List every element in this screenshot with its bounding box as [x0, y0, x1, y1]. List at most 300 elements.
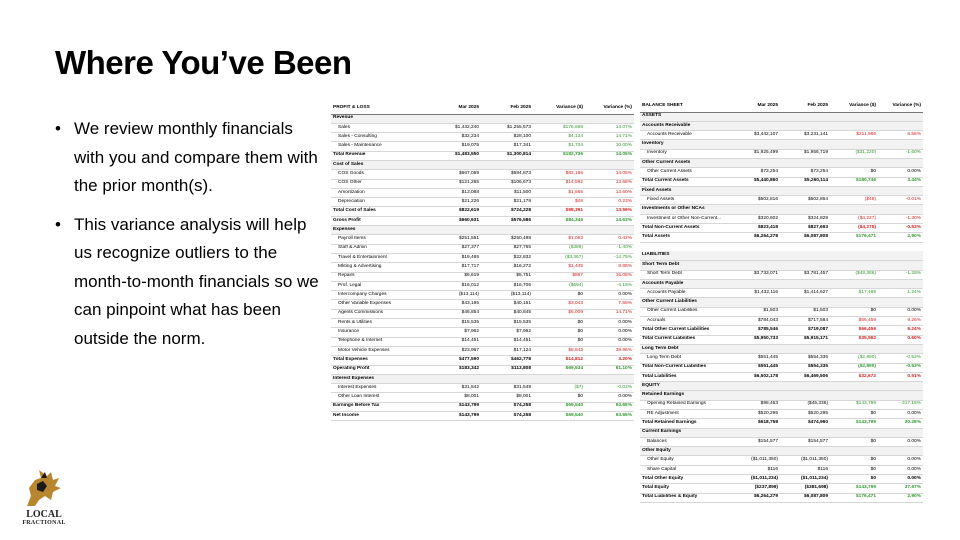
total-row	[331, 151, 634, 160]
variance-cell: 10.00%	[585, 142, 634, 151]
total-row	[640, 335, 923, 344]
amount-cell: $98,463	[730, 400, 780, 409]
variance-cell	[830, 298, 878, 307]
amount-cell	[730, 428, 780, 437]
row-label: Interest Expenses	[331, 384, 429, 393]
row-label: Total Other Equity	[640, 475, 730, 484]
amount-cell	[780, 186, 830, 195]
table-row	[640, 354, 923, 363]
variance-cell: $0	[533, 319, 585, 328]
row-label: Interest Expenses	[331, 374, 429, 383]
row-label: Total Retained Earnings	[640, 419, 730, 428]
variance-cell: $0	[533, 393, 585, 402]
section-row	[331, 114, 634, 123]
variance-cell: 93.65%	[585, 412, 634, 421]
variance-cell: $176,668	[533, 123, 585, 132]
amount-cell: $31,549	[481, 384, 533, 393]
variance-cell	[878, 344, 923, 353]
amount-cell: $520,295	[730, 410, 780, 419]
amount-cell: $1,414,627	[780, 289, 830, 298]
column-header: Variance ($)	[533, 103, 585, 114]
amount-cell: $3,781,457	[780, 270, 830, 279]
variance-cell	[830, 205, 878, 214]
variance-cell	[830, 261, 878, 270]
amount-cell	[780, 205, 830, 214]
section-row	[640, 344, 923, 353]
variance-cell: 0.00%	[585, 328, 634, 337]
table-row	[331, 179, 634, 188]
amount-cell: $6,469,506	[780, 372, 830, 381]
amount-cell: $27,377	[429, 244, 481, 253]
table-row	[331, 328, 634, 337]
variance-cell: 1.24%	[878, 289, 923, 298]
table-row	[331, 337, 634, 346]
amount-cell: $5,950,733	[730, 335, 780, 344]
amount-cell: $14,451	[429, 337, 481, 346]
amount-cell: $6,087,808	[780, 233, 830, 242]
amount-cell	[730, 298, 780, 307]
row-label: Mkting & Advertising	[331, 263, 429, 272]
variance-cell: $1,053	[533, 235, 585, 244]
row-label: Motor Vehicle Expenses	[331, 346, 429, 355]
variance-cell: 0.00%	[878, 437, 923, 446]
amount-cell: $474,960	[780, 419, 830, 428]
amount-cell: $554,335	[780, 354, 830, 363]
variance-cell: -1.30%	[878, 214, 923, 223]
table-row	[331, 142, 634, 151]
variance-cell: -0.52%	[878, 354, 923, 363]
variance-cell: $4,134	[533, 133, 585, 142]
row-label: Intercompany Charges	[331, 291, 429, 300]
row-label: Total Assets	[640, 233, 730, 242]
variance-cell	[533, 114, 585, 123]
row-label: Investment or Other Non-Current...	[640, 214, 730, 223]
section-row	[640, 140, 923, 149]
variance-cell: 0.00%	[585, 319, 634, 328]
row-label: Long Term Debt	[640, 354, 730, 363]
amount-cell: $502,864	[780, 196, 830, 205]
amount-cell: $551,445	[730, 363, 780, 372]
amount-cell: $462,778	[481, 356, 533, 365]
variance-cell	[878, 391, 923, 400]
variance-cell	[878, 261, 923, 270]
variance-cell	[830, 121, 878, 130]
variance-cell: $0	[830, 465, 878, 474]
amount-cell: $667,059	[429, 170, 481, 179]
amount-cell: $16,272	[481, 263, 533, 272]
variance-cell: 7.58%	[585, 300, 634, 309]
row-label: COS Other	[331, 179, 429, 188]
amount-cell: ($1,011,350)	[730, 456, 780, 465]
amount-cell: $17,124	[481, 346, 533, 355]
row-label: Cost of Sales	[331, 160, 429, 169]
amount-cell	[780, 382, 830, 391]
bullet-item: • We review monthly financials with you and compare them with the prior month(s).	[55, 115, 325, 201]
variance-cell	[878, 251, 923, 260]
variance-cell: 39.96%	[585, 346, 634, 355]
amount-cell: $1,300,814	[481, 151, 533, 160]
variance-cell: 14.71%	[585, 309, 634, 318]
variance-cell: ($7)	[533, 384, 585, 393]
table-row	[331, 393, 634, 402]
table-row	[331, 300, 634, 309]
variance-cell: -0.52%	[878, 224, 923, 233]
table-row	[640, 465, 923, 474]
row-label: Other Loan Interest	[331, 393, 429, 402]
table-row	[640, 289, 923, 298]
total-row	[331, 412, 634, 421]
amount-cell: $5,260,114	[780, 177, 830, 186]
amount-cell: $40,151	[481, 300, 533, 309]
variance-cell: 0.00%	[585, 291, 634, 300]
row-label: Revenue	[331, 114, 429, 123]
amount-cell: $785,546	[730, 326, 780, 335]
table-row	[331, 309, 634, 318]
row-label: Accounts Receivable	[640, 131, 730, 140]
amount-cell	[730, 447, 780, 456]
section-row	[640, 391, 923, 400]
logo-name: LOCAL	[26, 509, 62, 520]
row-label: COS Goods	[331, 170, 429, 179]
amount-cell	[730, 391, 780, 400]
table-row	[640, 214, 923, 223]
amount-cell: $3,231,141	[780, 131, 830, 140]
amount-cell: $1,432,240	[429, 123, 481, 132]
table-row	[640, 410, 923, 419]
variance-cell	[878, 242, 923, 251]
table-header	[331, 103, 634, 114]
amount-cell: $11,500	[481, 188, 533, 197]
variance-cell	[533, 160, 585, 169]
variance-cell	[830, 428, 878, 437]
amount-cell: $5,440,860	[730, 177, 780, 186]
section-row	[640, 298, 923, 307]
variance-cell: $176,471	[830, 233, 878, 242]
total-row	[640, 372, 923, 381]
variance-cell: 14.63%	[585, 216, 634, 225]
amount-cell	[780, 251, 830, 260]
variance-cell	[830, 186, 878, 195]
variance-cell	[878, 279, 923, 288]
amount-cell: $15,535	[481, 319, 533, 328]
variance-cell: ($388)	[533, 244, 585, 253]
variance-cell: 14.05%	[585, 151, 634, 160]
amount-cell	[730, 205, 780, 214]
row-label: Net Income	[331, 412, 429, 421]
row-label: Total Other Current Liabilities	[640, 326, 730, 335]
variance-cell: 6.56%	[878, 131, 923, 140]
variance-cell: $182,736	[533, 151, 585, 160]
variance-cell: 13.59%	[585, 207, 634, 216]
row-label: Staff & Admin	[331, 244, 429, 253]
row-label: Accounts Payable	[640, 289, 730, 298]
amount-cell: $5,751	[481, 272, 533, 281]
amount-cell: $46,854	[429, 309, 481, 318]
variance-cell: 0.51%	[878, 372, 923, 381]
amount-cell: $17,717	[429, 263, 481, 272]
variance-cell: $211,966	[830, 131, 878, 140]
amount-cell: $19,075	[429, 142, 481, 151]
amount-cell	[780, 242, 830, 251]
variance-cell: $0	[830, 437, 878, 446]
variance-cell: $66,459	[830, 326, 878, 335]
table-row	[640, 196, 923, 205]
variance-cell: 0.42%	[585, 235, 634, 244]
variance-cell: $82,186	[533, 170, 585, 179]
amount-cell: $6,264,278	[730, 233, 780, 242]
variance-cell: $48	[533, 198, 585, 207]
variance-cell	[830, 140, 878, 149]
variance-cell: 3.44%	[878, 177, 923, 186]
table-row	[331, 319, 634, 328]
amount-cell: $183,342	[429, 365, 481, 374]
variance-cell: -1.28%	[878, 270, 923, 279]
section-row	[640, 279, 923, 288]
amount-cell: $6,619	[429, 272, 481, 281]
amount-cell: $106,673	[481, 179, 533, 188]
variance-cell: 0.00%	[878, 456, 923, 465]
section-row	[640, 261, 923, 270]
section-row	[640, 112, 923, 121]
variance-cell: $0	[533, 328, 585, 337]
variance-cell: $143,799	[830, 400, 878, 409]
variance-cell: $0	[830, 410, 878, 419]
section-row	[640, 428, 923, 437]
amount-cell: $3,442,107	[730, 131, 780, 140]
variance-cell: 93.65%	[585, 402, 634, 411]
amount-cell: $1,925,499	[730, 149, 780, 158]
table-row	[640, 307, 923, 316]
total-row	[640, 326, 923, 335]
variance-cell: $867	[533, 272, 585, 281]
row-label: Retained Earnings	[640, 391, 730, 400]
variance-cell: 0.00%	[878, 307, 923, 316]
amount-cell	[730, 121, 780, 130]
variance-cell	[533, 374, 585, 383]
total-row	[331, 216, 634, 225]
amount-cell	[730, 158, 780, 167]
amount-cell: ($13,114)	[429, 291, 481, 300]
table-row	[331, 384, 634, 393]
total-row	[640, 224, 923, 233]
amount-cell: $719,087	[780, 326, 830, 335]
row-label: Total Revenue	[331, 151, 429, 160]
variance-cell: $17,489	[830, 289, 878, 298]
amount-cell: ($1,011,234)	[730, 475, 780, 484]
variance-cell: $0	[830, 456, 878, 465]
row-label	[640, 242, 730, 251]
variance-cell: -4.15%	[585, 281, 634, 290]
row-label: Operating Profit	[331, 365, 429, 374]
variance-cell	[830, 251, 878, 260]
amount-cell: $8,001	[429, 393, 481, 402]
row-label: Long Term Debt	[640, 344, 730, 353]
table-row	[331, 263, 634, 272]
amount-cell	[429, 226, 481, 235]
amount-cell: $1,483,550	[429, 151, 481, 160]
row-label: Short Term Debt	[640, 270, 730, 279]
amount-cell	[730, 251, 780, 260]
variance-cell	[878, 186, 923, 195]
table-row	[331, 281, 634, 290]
total-row	[331, 207, 634, 216]
variance-cell: $14,812	[533, 356, 585, 365]
amount-cell: $40,845	[481, 309, 533, 318]
amount-cell: ($1,011,350)	[780, 456, 830, 465]
row-label: Sales	[331, 123, 429, 132]
table-row	[640, 131, 923, 140]
variance-cell	[830, 158, 878, 167]
amount-cell: $7,962	[429, 328, 481, 337]
row-label: Fixed Assets	[640, 196, 730, 205]
variance-cell: 30.28%	[878, 419, 923, 428]
row-label: Other Equity	[640, 456, 730, 465]
amount-cell: $251,551	[429, 235, 481, 244]
amount-cell	[730, 242, 780, 251]
amount-cell	[780, 158, 830, 167]
variance-cell	[878, 382, 923, 391]
amount-cell	[780, 391, 830, 400]
variance-cell: 0.23%	[585, 198, 634, 207]
row-label: Other Current Liabilities	[640, 298, 730, 307]
variance-cell	[830, 344, 878, 353]
variance-cell: 15.08%	[585, 272, 634, 281]
total-row	[640, 177, 923, 186]
variance-cell	[585, 226, 634, 235]
variance-cell: ($48,386)	[830, 270, 878, 279]
row-label: Total Liabilities & Equity	[640, 493, 730, 502]
variance-cell: $66,459	[830, 317, 878, 326]
row-label: Share Capital	[640, 465, 730, 474]
amount-cell	[730, 261, 780, 270]
section-row	[331, 374, 634, 383]
amount-cell	[780, 344, 830, 353]
variance-cell	[830, 279, 878, 288]
amount-cell: $27,765	[481, 244, 533, 253]
amount-cell: $15,535	[429, 319, 481, 328]
amount-cell: ($13,114)	[481, 291, 533, 300]
row-label: Total Current Liabilities	[640, 335, 730, 344]
variance-cell: -14.75%	[585, 253, 634, 262]
amount-cell: ($45,336)	[780, 400, 830, 409]
amount-cell	[780, 121, 830, 130]
table-row	[640, 242, 923, 251]
variance-cell: 0.60%	[878, 335, 923, 344]
logo-subname: FRACTIONAL	[22, 520, 66, 526]
variance-cell: $35,562	[830, 335, 878, 344]
amount-cell: $822,619	[429, 207, 481, 216]
amount-cell	[780, 140, 830, 149]
table-row	[331, 253, 634, 262]
row-label: Repairs	[331, 272, 429, 281]
row-label: Total Cost of Sales	[331, 207, 429, 216]
table-row	[640, 270, 923, 279]
amount-cell: $14,451	[481, 337, 533, 346]
variance-cell: 2.90%	[878, 493, 923, 502]
variance-cell: -0.52%	[878, 363, 923, 372]
bullet-item: • This variance analysis will help us recognize outliers to the month-to-month financials so we can pinpoint what has been outside the norm.	[55, 211, 325, 354]
table-row	[331, 291, 634, 300]
variance-cell	[878, 447, 923, 456]
amount-cell: $6,087,809	[780, 493, 830, 502]
variance-cell	[830, 112, 878, 121]
variance-cell: $0	[830, 475, 878, 484]
row-label: Accounts Payable	[640, 279, 730, 288]
table-row	[640, 400, 923, 409]
amount-cell: $1,432,116	[730, 289, 780, 298]
row-label: Total Current Assets	[640, 177, 730, 186]
amount-cell	[429, 114, 481, 123]
section-row	[640, 382, 923, 391]
variance-cell	[830, 242, 878, 251]
amount-cell: $6,264,279	[730, 493, 780, 502]
amount-cell: $1,503	[780, 307, 830, 316]
table-row	[640, 456, 923, 465]
amount-cell: ($237,899)	[730, 484, 780, 493]
total-row	[640, 233, 923, 242]
variance-cell: -0.01%	[878, 196, 923, 205]
amount-cell: $3,733,071	[730, 270, 780, 279]
variance-cell: 61.10%	[585, 365, 634, 374]
table-row	[331, 244, 634, 253]
amount-cell: $717,584	[780, 317, 830, 326]
variance-cell: $3,043	[533, 300, 585, 309]
variance-cell: $180,746	[830, 177, 878, 186]
variance-cell: 8.88%	[585, 263, 634, 272]
amount-cell: $784,043	[730, 317, 780, 326]
row-label: Insurance	[331, 328, 429, 337]
variance-cell: $98,391	[533, 207, 585, 216]
variance-cell: $0	[533, 291, 585, 300]
variance-cell	[878, 205, 923, 214]
amount-cell: $116	[730, 465, 780, 474]
amount-cell: $121,265	[429, 179, 481, 188]
variance-cell: ($4,275)	[830, 224, 878, 233]
table-row	[331, 188, 634, 197]
amount-cell: $73,254	[780, 168, 830, 177]
row-label: Amortization	[331, 188, 429, 197]
amount-cell: $618,758	[730, 419, 780, 428]
column-header: Mar 2025	[730, 101, 780, 112]
variance-cell: $84,345	[533, 216, 585, 225]
company-logo	[17, 466, 71, 528]
variance-cell: ($2,890)	[830, 354, 878, 363]
variance-cell	[878, 140, 923, 149]
amount-cell: $73,254	[730, 168, 780, 177]
row-label: Balances	[640, 437, 730, 446]
variance-cell	[878, 428, 923, 437]
row-label: LIABILITIES	[640, 251, 730, 260]
section-row	[640, 205, 923, 214]
row-label: Agents Commissions	[331, 309, 429, 318]
amount-cell: ($1,011,234)	[780, 475, 830, 484]
amount-cell: $154,577	[780, 437, 830, 446]
amount-cell: $143,799	[429, 412, 481, 421]
amount-cell: $8,001	[481, 393, 533, 402]
column-header: BALANCE SHEET	[640, 101, 730, 112]
row-label: Other Current Assets	[640, 158, 730, 167]
total-row	[331, 356, 634, 365]
row-label: Telephone & Internet	[331, 337, 429, 346]
row-label: Sales - Maintenance	[331, 142, 429, 151]
amount-cell: $724,228	[481, 207, 533, 216]
table-header	[640, 101, 923, 112]
row-label: Other Current Assets	[640, 168, 730, 177]
variance-cell	[585, 114, 634, 123]
row-label: Gross Profit	[331, 216, 429, 225]
variance-cell	[878, 158, 923, 167]
amount-cell: $1,255,573	[481, 123, 533, 132]
